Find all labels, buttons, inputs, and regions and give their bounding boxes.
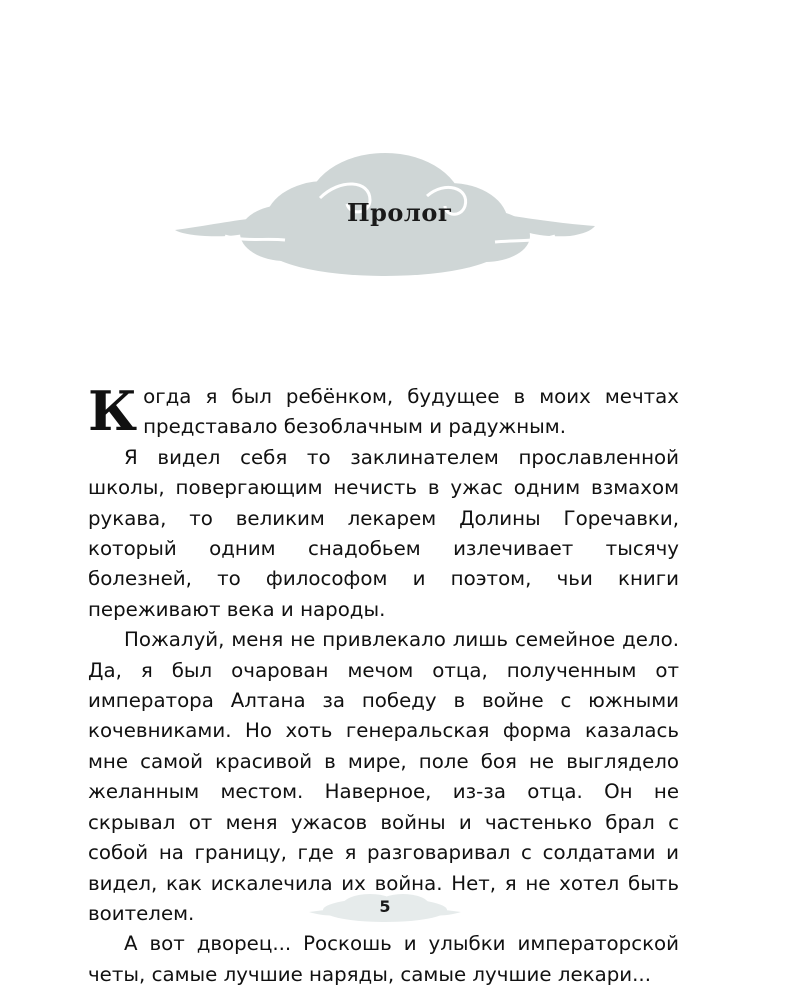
paragraph-text: огда я был ребёнком, будущее в моих мечтах представало безоблачным и радужным. (143, 385, 679, 439)
drop-cap: К (88, 379, 138, 443)
chapter-title: Пролог (346, 198, 454, 227)
paragraph (88, 379, 679, 443)
paragraph: А вот дворец... Роскошь и улыбки императорской четы, самые лучшие наряды, самые лучшие лекари... (88, 932, 679, 986)
paragraph: Я видел себя то заклинателем прославленной школы, повергающим нечисть в ужас одним взмахом рукава, то великим лекарем Долины Горечавки, который одним снадобьем излечивает тысячу болезней, то философом и поэтом, чьи книги переживают века и народы. (88, 445, 679, 621)
page-number-ornament (305, 888, 465, 928)
page-number: 5 (379, 897, 391, 916)
paragraph: Пожалуй, меня не привлекало лишь семейное дело. Да, я был очарован мечом отца, полученным от императора Алтана за победу в войне с южными кочевниками. Но хоть генеральская форма казалась мне самой красивой в мире, поле боя не выглядело желанным местом. Наверное, из-за отца. Он не скрывал от меня ужасов войны и частенько брал с собой на границу, где я разговаривал с солдатами и видел, как искалечила их война. Нет, я не хотел быть воителем. (88, 628, 679, 925)
